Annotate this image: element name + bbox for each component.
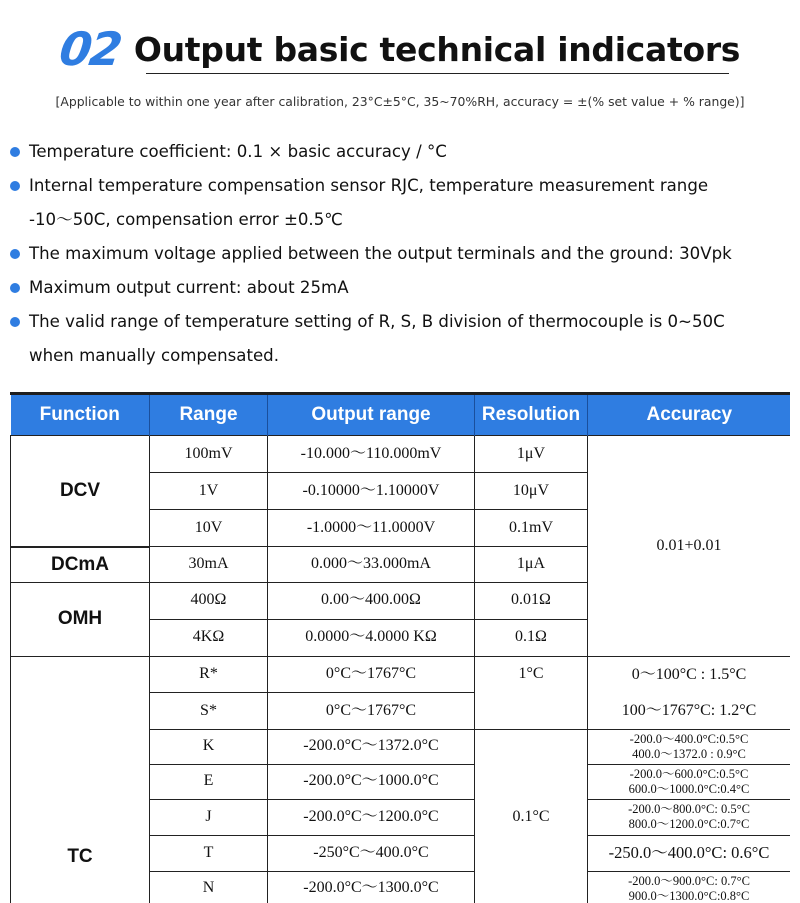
header-function: Function [11, 395, 150, 436]
output-range-cell: -250°C～400.0°C [268, 835, 475, 871]
range-cell: 10V [150, 510, 268, 547]
section-number: 02 [56, 22, 124, 76]
accuracy-shared-cell: 0.01+0.01 [588, 436, 791, 657]
accuracy-line: 800.0～1200.0°C:0.7°C [588, 817, 790, 832]
range-cell: 400Ω [150, 582, 268, 619]
accuracy-cell-t: -250.0～400.0°C: 0.6°C [588, 835, 791, 871]
output-range-cell: -10.000～110.000mV [268, 436, 475, 473]
range-cell: J [150, 799, 268, 835]
bullet-dot-icon [10, 249, 20, 259]
output-range-cell: 0.0000～4.0000 KΩ [268, 619, 475, 656]
accuracy-line: -200.0～600.0°C:0.5°C [588, 767, 790, 782]
table-header-row [11, 395, 791, 436]
output-range-cell: -200.0°C～1372.0°C [268, 729, 475, 764]
output-range-cell: -0.10000～1.10000V [268, 473, 475, 510]
resolution-cell: 1°C [475, 656, 588, 729]
range-cell: R* [150, 656, 268, 693]
output-range-cell: -200.0°C～1000.0°C [268, 764, 475, 799]
spec-table [10, 395, 790, 903]
range-cell: 30mA [150, 547, 268, 583]
accuracy-cell-rs [588, 656, 791, 729]
function-tc [11, 656, 150, 903]
range-cell: K [150, 729, 268, 764]
resolution-cell: 1μV [475, 436, 588, 473]
accuracy-line: -200.0～400.0°C:0.5°C [588, 732, 790, 747]
output-range-cell: 0°C～1767°C [268, 656, 475, 693]
accuracy-cell-n [588, 871, 791, 903]
output-range-cell: 0°C～1767°C [268, 693, 475, 730]
page-header [0, 22, 800, 74]
range-cell: S* [150, 693, 268, 730]
bullet-item: Temperature coefficient: 0.1 × basic accuracy / °C [8, 135, 793, 169]
range-cell: E [150, 764, 268, 799]
bullet-dot-icon [10, 283, 20, 293]
spec-bullet-list [8, 135, 793, 373]
header-output-range: Output range [268, 395, 475, 436]
accuracy-line: 400.0～1372.0 : 0.9°C [588, 747, 790, 762]
spec-table-container [10, 392, 790, 903]
bullet-item: The valid range of temperature setting of R, S, B division of thermocouple is 0~50C when manually compensated. [8, 305, 793, 373]
header-accuracy: Accuracy [588, 395, 791, 436]
accuracy-line: 600.0～1000.0°C:0.4°C [588, 782, 790, 797]
title-underline [146, 73, 729, 74]
accuracy-line: -200.0～800.0°C: 0.5°C [588, 802, 790, 817]
function-omh: OMH [11, 582, 150, 656]
accuracy-line: -200.0～900.0°C: 0.7°C [588, 874, 790, 889]
output-range-cell: -200.0°C～1300.0°C [268, 871, 475, 903]
range-cell: N [150, 871, 268, 903]
resolution-cell: 10μV [475, 473, 588, 510]
accuracy-cell-e [588, 764, 791, 799]
output-range-cell: 0.00～400.00Ω [268, 582, 475, 619]
output-range-cell: 0.000～33.000mA [268, 547, 475, 583]
function-dcv: DCV [11, 436, 150, 547]
output-range-cell: -200.0°C～1200.0°C [268, 799, 475, 835]
accuracy-cell-k [588, 729, 791, 764]
bullet-dot-icon [10, 147, 20, 157]
function-dcma: DCmA [11, 547, 150, 583]
header-range: Range [150, 395, 268, 436]
table-row [11, 656, 791, 693]
table-row [11, 436, 791, 473]
accuracy-line: 900.0～1300.0°C:0.8°C [588, 889, 790, 903]
function-tc-label: TC [67, 846, 92, 867]
subtitle: [Applicable to within one year after calibration, 23°C±5°C, 35~70%RH, accuracy = ±(% set value + % range)] [0, 94, 800, 109]
bullet-item: The maximum voltage applied between the output terminals and the ground: 30Vpk [8, 237, 793, 271]
output-range-cell: -1.0000～11.0000V [268, 510, 475, 547]
bullet-dot-icon [10, 181, 20, 191]
range-cell: 4KΩ [150, 619, 268, 656]
header-resolution: Resolution [475, 395, 588, 436]
resolution-cell: 0.01Ω [475, 582, 588, 619]
page-title: Output basic technical indicators [134, 30, 740, 69]
bullet-item: Internal temperature compensation sensor RJC, temperature measurement range -10～50C, compensation error ±0.5℃ [8, 169, 793, 237]
resolution-cell: 0.1°C [475, 729, 588, 903]
bullet-item: Maximum output current: about 25mA [8, 271, 793, 305]
range-cell: T [150, 835, 268, 871]
resolution-cell: 0.1Ω [475, 619, 588, 656]
accuracy-line: 100～1767°C: 1.2°C [588, 693, 790, 729]
bullet-dot-icon [10, 317, 20, 327]
resolution-cell: 0.1mV [475, 510, 588, 547]
range-cell: 1V [150, 473, 268, 510]
resolution-cell: 1μA [475, 547, 588, 583]
accuracy-line: 0～100°C : 1.5°C [588, 657, 790, 693]
range-cell: 100mV [150, 436, 268, 473]
accuracy-cell-j [588, 799, 791, 835]
